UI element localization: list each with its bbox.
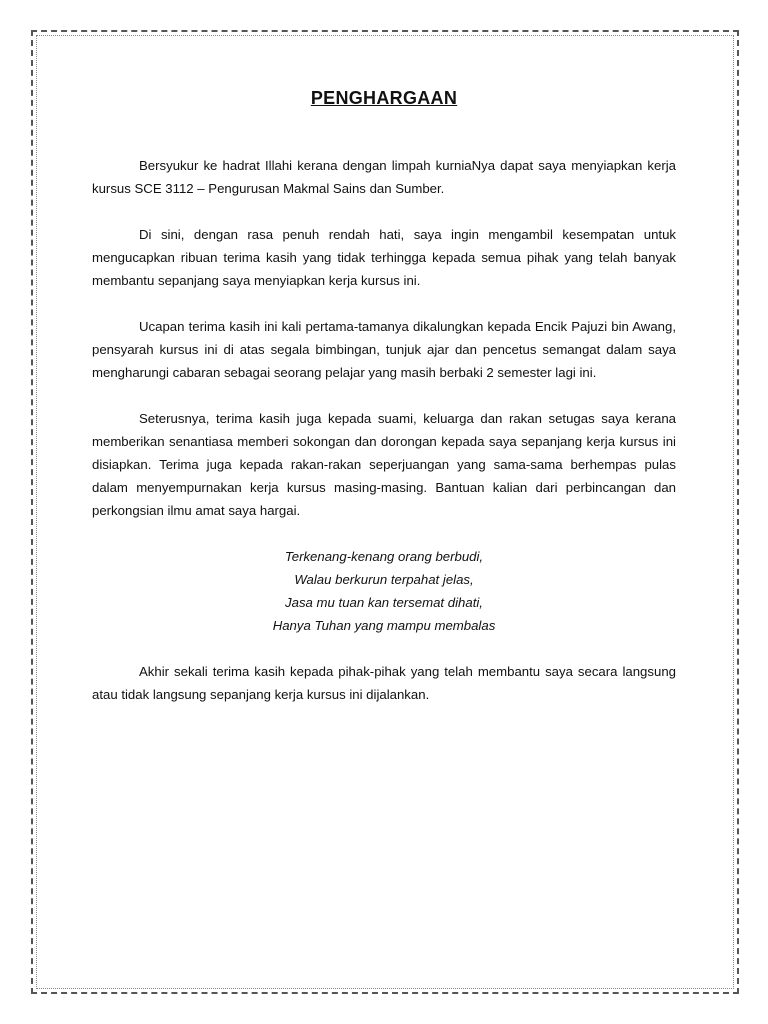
pantun-verse bbox=[92, 545, 676, 637]
paragraph-4: Seterusnya, terima kasih juga kepada suami, keluarga dan rakan setugas saya kerana memberikan senantiasa memberi sokongan dan dorongan kepada saya sepanjang kerja kursus ini disiapkan. Terima juga kepada rakan-rakan seperjuangan yang sama-sama berhempas pulas dalam menyempurnakan kerja kursus masing-masing. Bantuan kalian dari perbincangan dan perkongsian ilmu amat saya hargai. bbox=[92, 411, 676, 518]
verse-line-2: Walau berkurun terpahat jelas, bbox=[294, 572, 474, 587]
paragraph-3: Ucapan terima kasih ini kali pertama-tamanya dikalungkan kepada Encik Pajuzi bin Awang, pensyarah kursus ini di atas segala bimbingan, tunjuk ajar dan pencetus semangat dalam saya mengharungi cabaran sebagai seorang pelajar yang masih berbaki 2 semester lagi ini. bbox=[92, 319, 676, 380]
verse-line-3: Jasa mu tuan kan tersemat dihati, bbox=[285, 595, 483, 610]
document-body bbox=[92, 154, 676, 729]
closing-paragraph: Akhir sekali terima kasih kepada pihak-pihak yang telah membantu saya secara langsung atau tidak langsung sepanjang kerja kursus ini dijalankan. bbox=[92, 664, 676, 702]
verse-line-1: Terkenang-kenang orang berbudi, bbox=[284, 549, 484, 564]
paragraph-2: Di sini, dengan rasa penuh rendah hati, saya ingin mengambil kesempatan untuk mengucapkan ribuan terima kasih yang tidak terhingga kepada semua pihak yang telah banyak membantu sepanjang saya menyiapkan kerja kursus ini. bbox=[92, 227, 676, 288]
paragraph-1: Bersyukur ke hadrat Illahi kerana dengan limpah kurniaNya dapat saya menyiapkan kerja kursus SCE 3112 – Pengurusan Makmal Sains dan Sumber. bbox=[92, 158, 676, 196]
page-title: PENGHARGAAN bbox=[310, 88, 458, 108]
verse-line-4: Hanya Tuhan yang mampu membalas bbox=[272, 618, 496, 633]
